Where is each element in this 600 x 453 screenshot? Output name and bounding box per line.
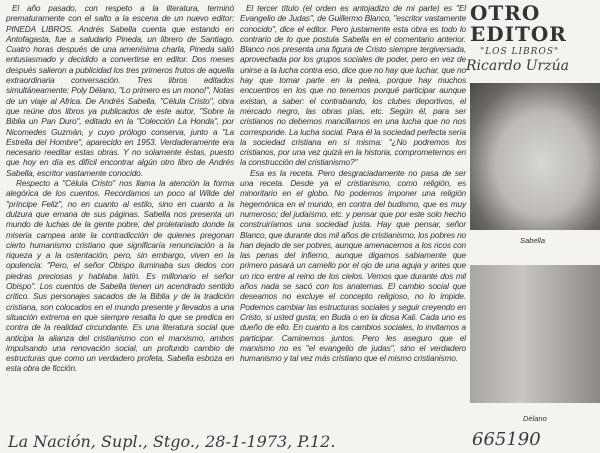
photo-caption: Délano — [523, 414, 547, 423]
headline — [470, 3, 567, 45]
photo-sabella — [470, 83, 600, 230]
photo-caption: Sabella — [520, 236, 546, 245]
article-column-1 — [6, 3, 234, 374]
handwritten-citation: La Nación, Supl., Stgo., 28-1-1973, P.12. — [8, 432, 336, 451]
photo-delano — [470, 265, 600, 403]
article-column-2 — [240, 3, 466, 363]
paragraph: El año pasado, con respeto a la literatura, terminó prematuramente con el salto a la escena de un nuevo editor: PINEDA LIBROS. Andrés Sabella cuenta que estando en Antofagasta, fue a saludarlo Pineda, un librero de Santiago. Cuatro horas después de una amenísima charla, Pineda salió entusiasmado y decidido a convertirse en editor. Dos meses después salieron a publicidad los tres primeros frutos de aquella extraordinaria conversación. Tres libros editados simultáneamente: Poly Délano, "Lo primero es un mono!", Notas de un viaje al Africa. De Andrés Sabella, "Célula Cristo", obra que reúne dos libros ya publicados de este autor, "Sobre la Biblia un Pan Duro", editado en la "Colección La Honda", por Nicomedes Guzmán, y cuyo prólogo conserva, junto a "La Estrella del Hombre", aparecido en 1953. Verdaderamente era necesario reeditar estas obras. Y no solamente éstas, puesto que hoy en día es difícil encontrar algún otro libro de Andrés Sabella, escritor vastamente conocido. — [6, 3, 234, 178]
headline-line-1: OTRO — [470, 1, 541, 25]
handwritten-source: "LOS LIBROS" — [480, 47, 560, 57]
handwritten-archive-number: 665190 — [472, 429, 541, 450]
paragraph: Esa es la receta. Pero desgraciadamente no pasa de ser una receta. Desde ya el cristianismo, como religión, es minoritario en el globo. No podemos imponer una religión hegemónica en el mundo, en contra del budismo, que es muy numeroso; del judaísmo, etc. y pensar que por este solo hecho construiríamos una sociedad justa. Hay que pensar, señor Blanco, que durante dos mil años de cristianismo, los pobres no han dejado de ser pobres, aunque amenacemos a los ricos con las penas del infierno, aunque digamos sabiamente que primero pasará un camello por el ojo de una aguja y antes que un rico entre al reino de los cielos. Vemos que durante dos mil años nada se sacó con los anatemas. El cambio social que deseamos no excluye el concepto religioso, no lo impide. Podemos cambiar las estructuras sociales y seguir creyendo en Cristo, si usted gusta; en Buda o en la diosa Kali. Cada uno es dueño de ello. En cuanto a los cambios sociales, lo invitamos a participar. Caminemos juntos. Pero les aseguro que el marxismo no es "el evangelio de judas", sino el verdadero humanismo y tal vez más cristiano que el mismo cristianismo. — [240, 167, 466, 364]
paragraph: Respecto a "Célula Cristo" nos llama la atención la forma alegórica de los cuentos. Recordamos un poco al Wilde del "príncipe Feliz", no en cuanto al estilo, sino en cuanto a la dulzura que emana de sus páginas. Sabella nos presenta un mundo de luchas de la gente pobre, del proletariado donde la miseria campea ante la contradicción de quienes pregonan cierto humanismo cristiano que significaría renunciación a la riqueza y a la ostentación, pero, sin embargo, viven en la opulencia: "Pero, el señor Obispo iluminaba sus dedos con piedras preciosas y hablaba latín. Es millonario el señor Obispo". Los cuentos de Sabella tienen un acendrado sentido crítico. Sus personajes sacados de la Biblia y de la tradición cristiana, son colocados en el mundo presente y llevados a una situación extrema en que siempre resalta lo que se predica en contra de la realidad circundante. Es una literatura social que anticipa la alianza del cristianismo con el marxismo, ambos impulsando una renovación social, un profundo cambio de estructuras que como un verdadero profeta, Sabella esboza en esta obra de ficción. — [6, 178, 234, 374]
headline-line-2: EDITOR — [470, 22, 567, 46]
paragraph: El tercer título (el orden es antojadizo de mi parte) es "El Evangelio de Judas", de Guillermo Blanco, "escritor vastamente conocido", dice el editor. Pero justamente esta obra es todo lo contrario de lo que postula Sabella en el comentario anterior. Blanco nos presenta una figura de Cristo siempre tergiversada, aprovechada por los grupos sociales de poder, pero en vez de unirse a la lucha contra eso, dice que no hay que luchar, que no hay que tomar parte en la pelea, porque hay muchos encuentros en los que no tenemos porqué participar aunque existan, a saber: el contrabando, los clubes deportivos, el mercado negro, las obras pías, etc. Según él, para ser cristianos no debemos mancillarnos en una lucha que no nos corresponde. La lucha social. Para él la sociedad perfecta sería la sociedad cristiana en sí misma: "¿No podremos los cristianos, por una vez quizá en la historia, comprometernos en la construcción del cristianismo?" — [240, 3, 466, 168]
handwritten-author: Ricardo Urzúa — [466, 58, 569, 74]
